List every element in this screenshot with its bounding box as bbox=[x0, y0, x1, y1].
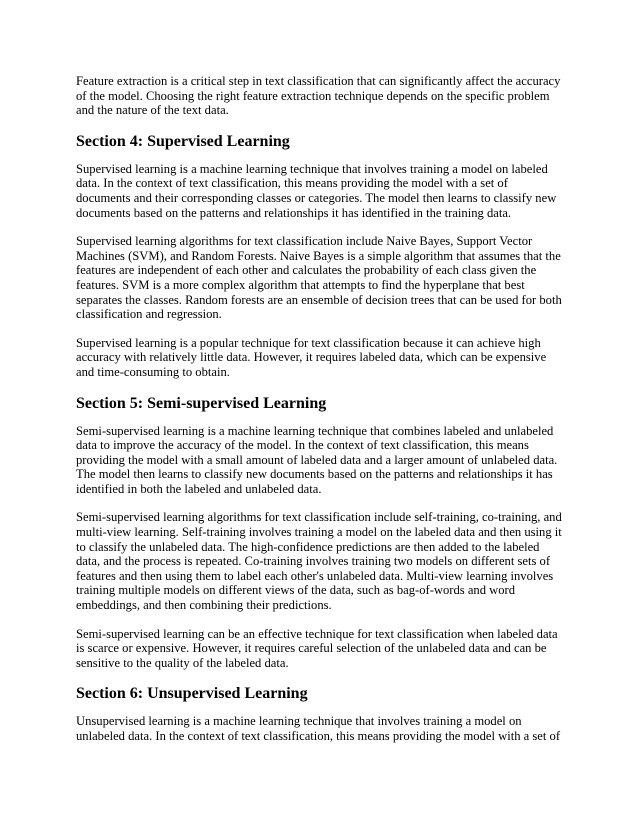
heading-section-4: Section 4: Supervised Learning bbox=[76, 132, 290, 150]
paragraph-feature-extraction: Feature extraction is a critical step in text classification that can significantly affect the accuracy of the model. Choosing the right feature extraction technique depends on the specific problem and the nature of the text data. bbox=[76, 74, 561, 118]
heading-section-6: Section 6: Unsupervised Learning bbox=[76, 685, 308, 703]
heading-section-5: Section 5: Semi-supervised Learning bbox=[76, 394, 327, 412]
paragraph-unsupervised-intro: Unsupervised learning is a machine learning technique that involves training a model on unlabeled data. In the context of text classification, this means providing the model with a set of bbox=[76, 714, 561, 743]
paragraph-semi-supervised-algorithms: Semi-supervised learning algorithms for text classification include self-training, co-training, and multi-view learning. Self-training involves training a model on the labeled data and then using it to classify the unlabeled data. The high-confidence predictions are then added to the labeled data, and the process is repeated. Co-training involves training two models on different sets of features and then using them to label each other's unlabeled data. Multi-view learning involves training multiple models on different views of the data, such as bag-of-words and word embeddings, and then combining their predictions. bbox=[76, 510, 562, 613]
paragraph-supervised-algorithms: Supervised learning algorithms for text classification include Naive Bayes, Support Vector Machines (SVM), and Random Forests. Naive Bayes is a simple algorithm that assumes that the features are independent of each other and calculates the probability of each class given the features. SVM is a more complex algorithm that attempts to find the hyperplane that best separates the classes. Random forests are an ensemble of decision trees that can be used for both classification and regression. bbox=[76, 234, 562, 322]
paragraph-semi-supervised-intro: Semi-supervised learning is a machine learning technique that combines labeled and unlabeled data to improve the accuracy of the model. In the context of text classification, this means providing the model with a small amount of labeled data and a larger amount of unlabeled data. The model then learns to classify new documents based on the patterns and relationships it has identified in both the labeled and unlabeled data. bbox=[76, 423, 558, 496]
paragraph-semi-supervised-summary: Semi-supervised learning can be an effective technique for text classification when labeled data is scarce or expensive. However, it requires careful selection of the unlabeled data and can be sensitive to the quality of the labeled data. bbox=[76, 626, 558, 670]
paragraph-supervised-intro: Supervised learning is a machine learning technique that involves training a model on labeled data. In the context of text classification, this means providing the model with a set of documents and their corresponding classes or categories. The model then learns to classify new documents based on the patterns and relationships it has identified in the training data. bbox=[76, 161, 557, 220]
paragraph-supervised-summary: Supervised learning is a popular technique for text classification because it can achieve high accuracy with relatively little data. However, it requires labeled data, which can be expensive and time-consuming to obtain. bbox=[76, 335, 547, 379]
document-page bbox=[76, 74, 564, 758]
